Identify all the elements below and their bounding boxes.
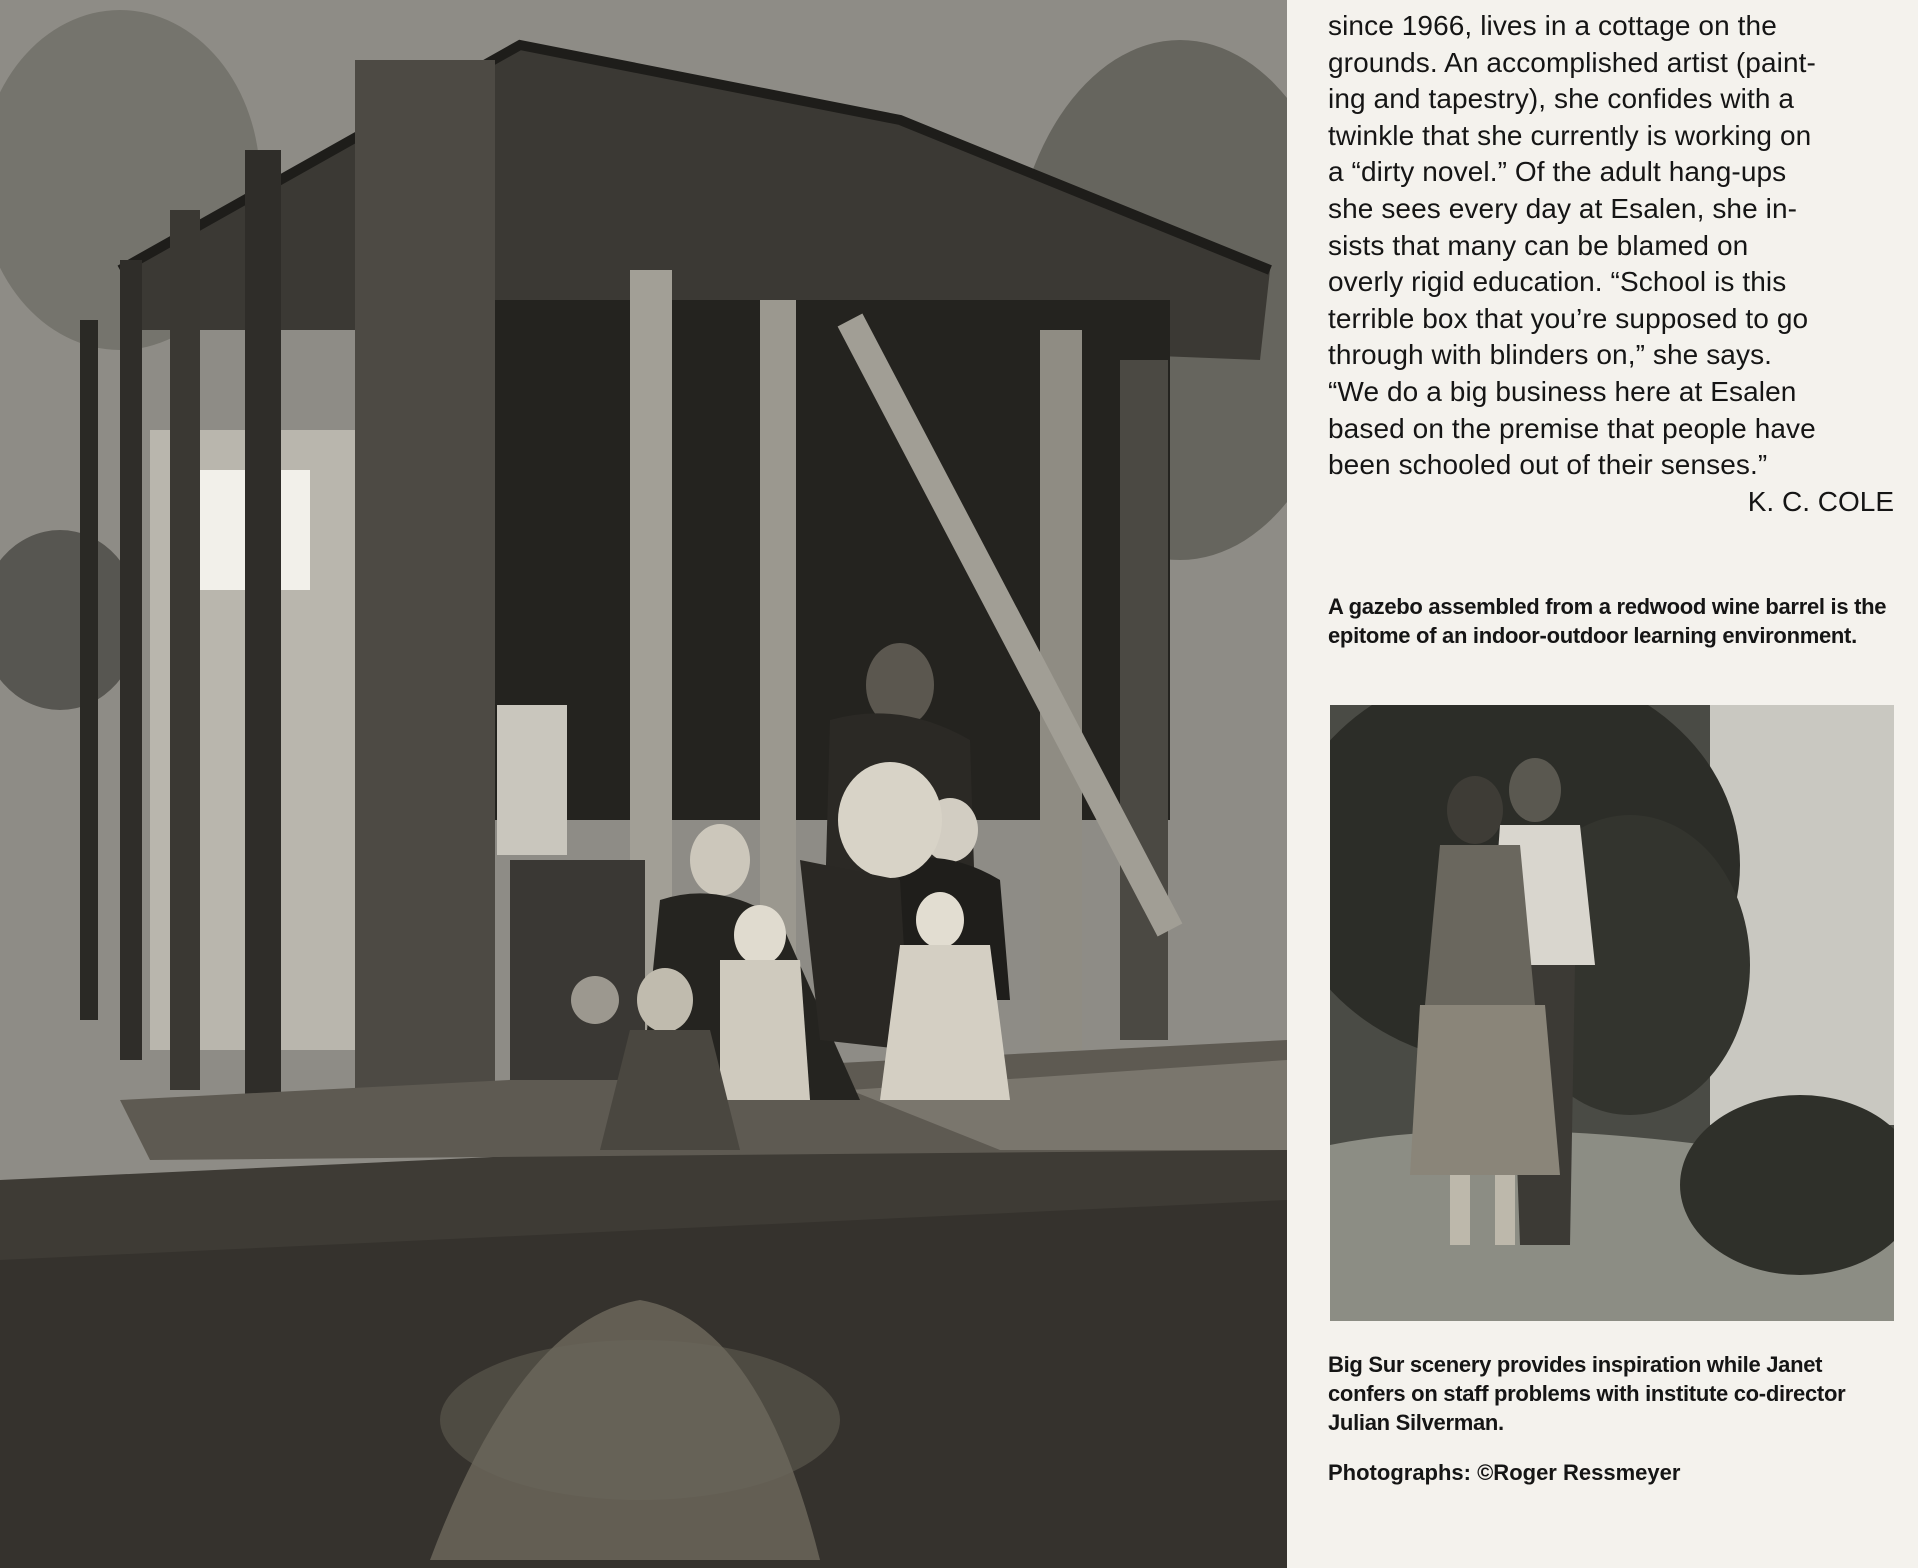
paragraph-line: ing and tapestry), she confides with a — [1328, 83, 1795, 115]
paragraph-line: she sees every day at Esalen, she in- — [1328, 192, 1798, 224]
paragraph-line: overly rigid education. “School is this — [1328, 266, 1787, 298]
article-paragraph — [1328, 8, 1898, 484]
paragraph-line: twinkle that she currently is working on — [1328, 119, 1812, 151]
gazebo-caption: A gazebo assembled from a redwood wine barrel is the epitome of an indoor-outdoor learning environment. — [1328, 594, 1887, 648]
paragraph-line: through with blinders on,” she says. — [1328, 339, 1773, 371]
big-sur-photograph — [1330, 705, 1894, 1321]
paragraph-line: “We do a big business here at Esalen — [1328, 375, 1797, 407]
paragraph-line: terrible box that you’re supposed to go — [1328, 302, 1809, 334]
paragraph-line: sists that many can be blamed on — [1328, 229, 1749, 261]
big-sur-caption: Big Sur scenery provides inspiration while Janet confers on staff problems with institute co-director Julian Silverman. — [1328, 1352, 1846, 1435]
paragraph-line: a “dirty novel.” Of the adult hang-ups — [1328, 156, 1787, 188]
paragraph-line: grounds. An accomplished artist (paint- — [1328, 46, 1816, 78]
author-byline: K. C. COLE — [1747, 486, 1894, 517]
paragraph-line: been schooled out of their senses.” — [1328, 449, 1768, 481]
paragraph-line: since 1966, lives in a cottage on the — [1328, 10, 1777, 41]
paragraph-line: based on the premise that people have — [1328, 412, 1816, 444]
photo-credit: Photographs: ©Roger Ressmeyer — [1328, 1460, 1681, 1485]
